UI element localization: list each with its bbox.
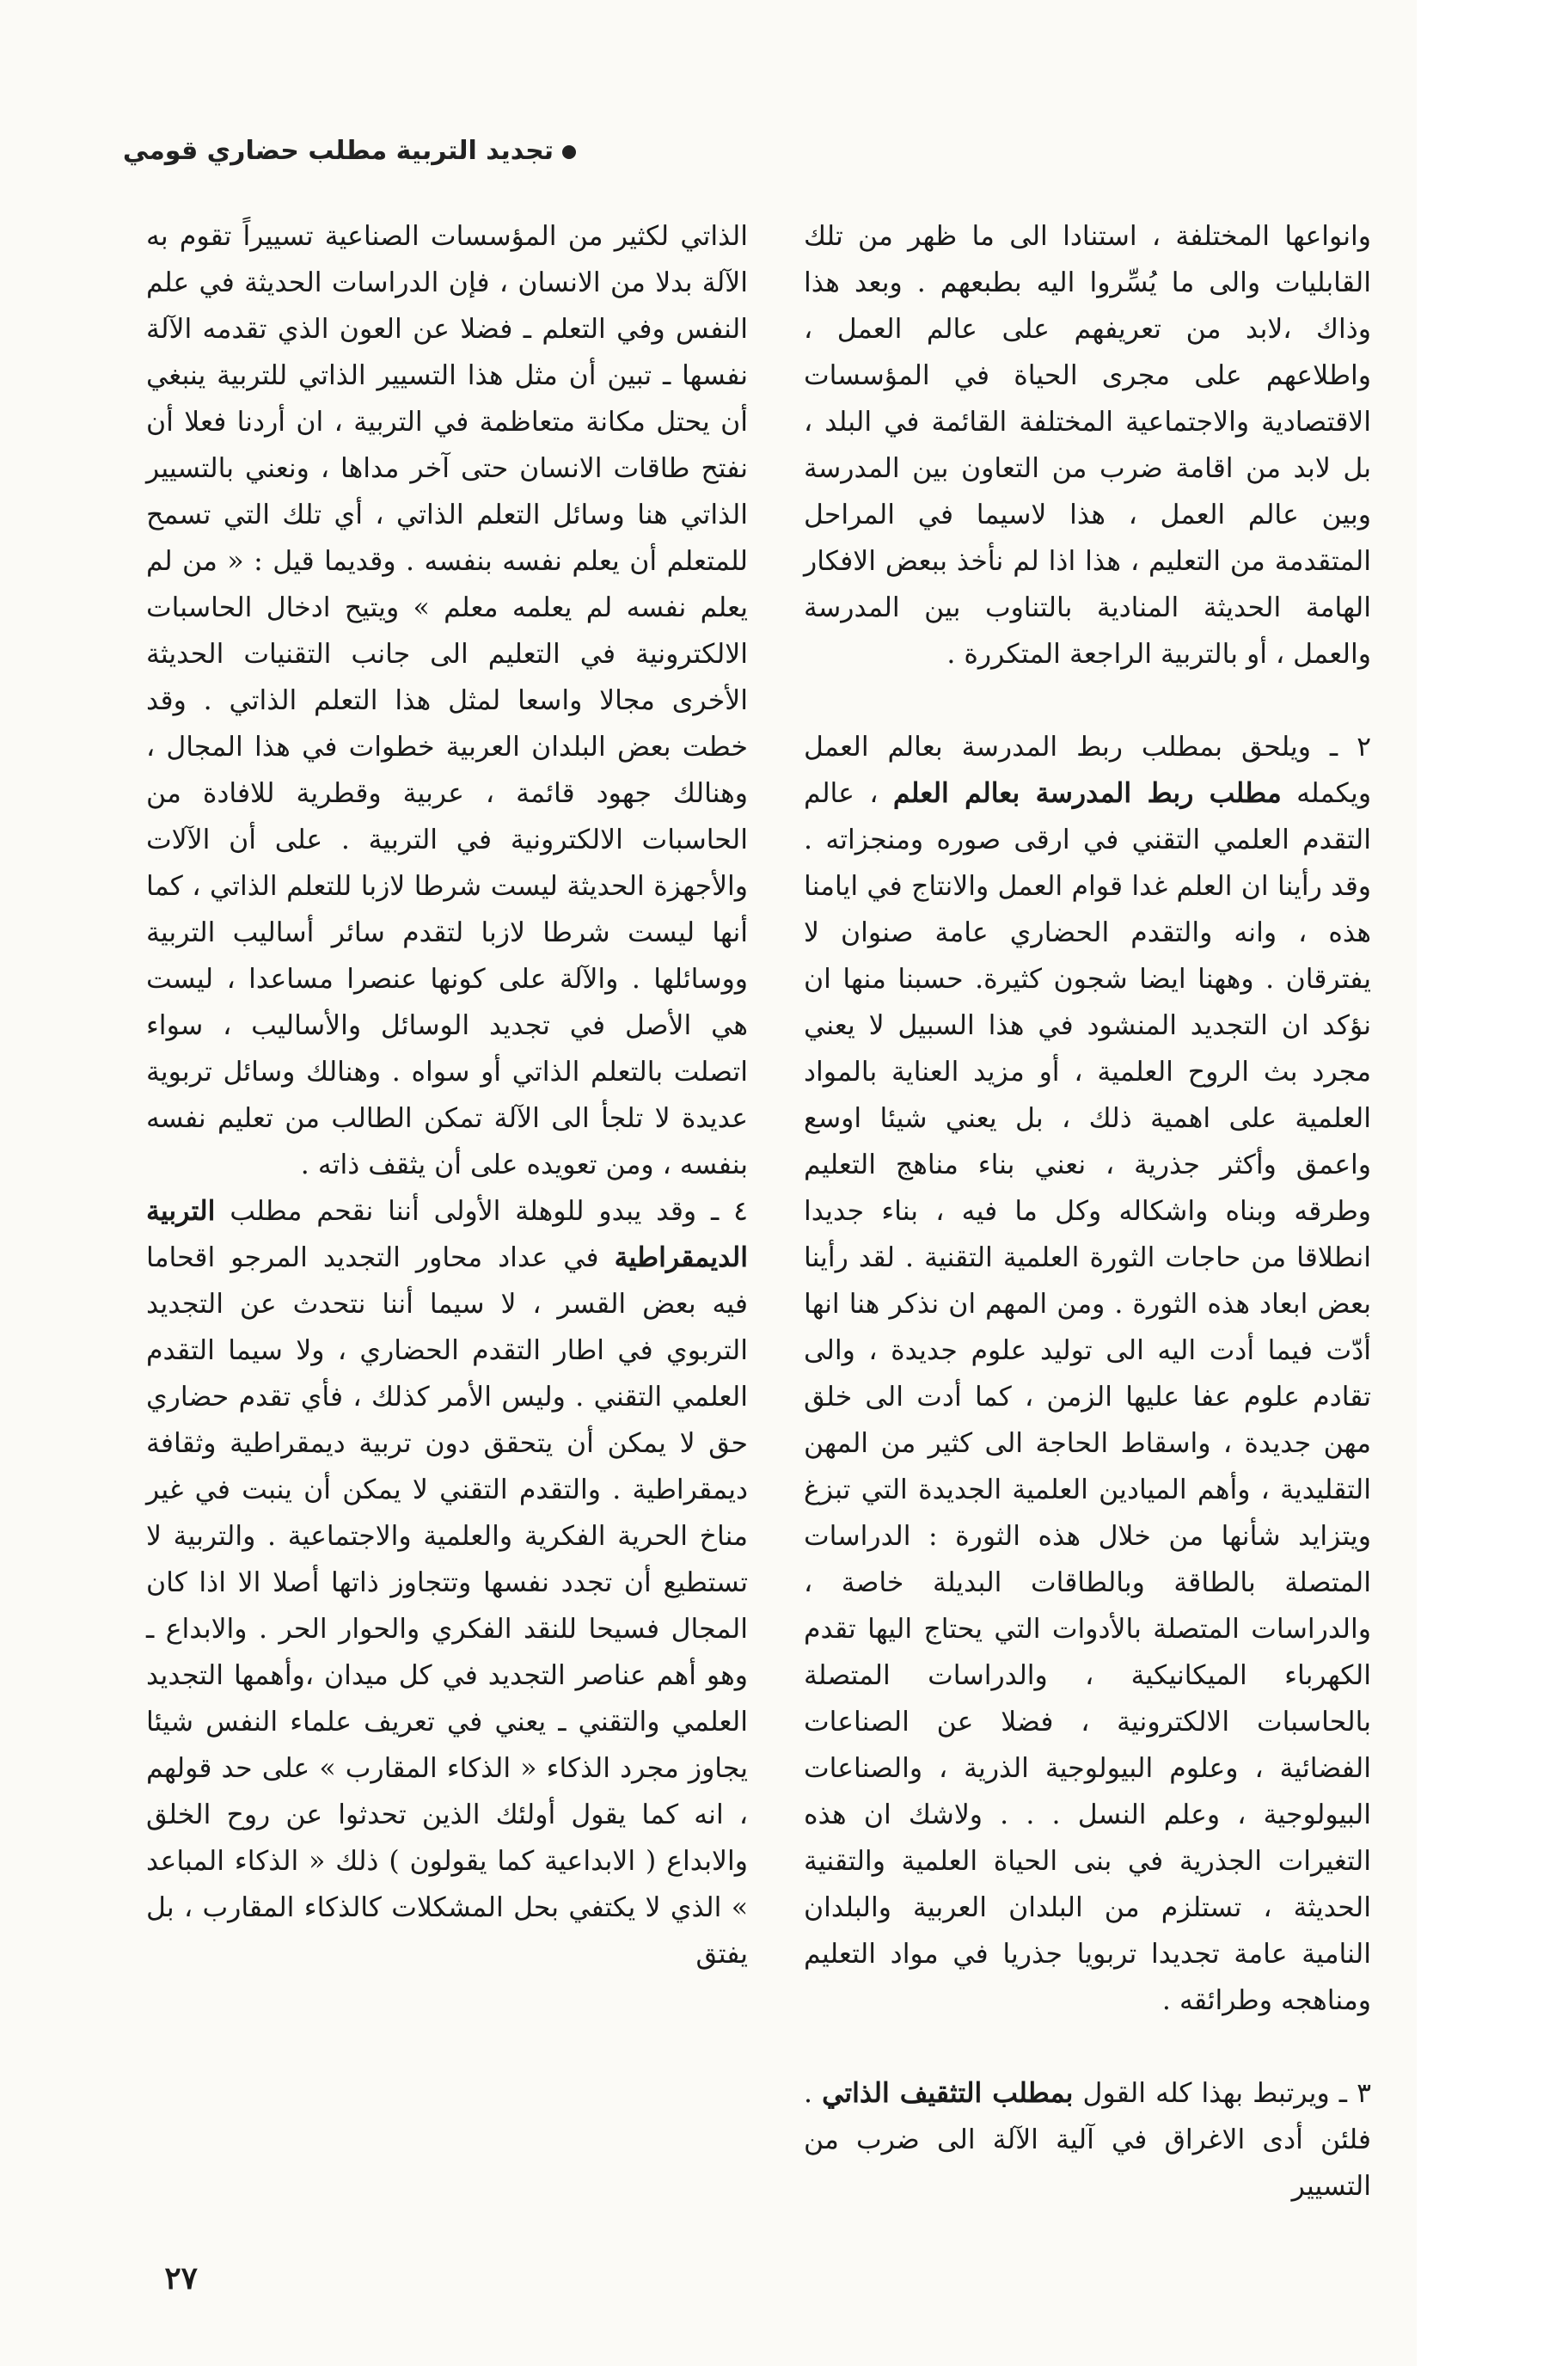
right-column — [804, 213, 1371, 2210]
bold-phrase: التربية الديمقراطية — [146, 1195, 749, 1273]
left-column — [146, 213, 748, 1977]
paragraph — [146, 1188, 748, 1977]
paragraph-start: ٣ ـ ويرتبط بهذا كله القول — [1082, 2078, 1371, 2109]
paragraph-start: ٢ ـ ويلحق بمطلب ربط المدرسة بعالم العمل ويكمله — [804, 732, 1372, 809]
bold-phrase: مطلب ربط المدرسة بعالم العلم — [892, 777, 1282, 809]
paragraph-start: ٤ ـ وقد يبدو للوهلة الأولى أننا نقحم مطلب — [230, 1196, 749, 1227]
paragraph: الذاتي لكثير من المؤسسات الصناعية تسييراً تقوم به الآلة بدلا من الانسان ، فإن الدراسات الحديثة في علم النفس وفي التعلم ـ فضلا عن العون الذي تقدمه الآلة نفسها ـ تبين أن مثل هذا التسيير الذاتي للتربية ينبغي أن يحتل مكانة متعاظمة في التربية ، ان أردنا فعلا أن نفتح طاقات الانسان حتى آخر مداها ، ونعني بالتسيير الذاتي هنا وسائل التعلم الذاتي ، أي تلك التي تسمح للمتعلم أن يعلم نفسه بنفسه . وقديما قيل : « من لم يعلم نفسه لم يعلمه معلم » ويتيح ادخال الحاسبات الالكترونية في التعليم الى جانب التقنيات الحديثة الأخرى مجالا واسعا لمثل هذا التعلم الذاتي . وقد خطت بعض البلدان العربية خطوات في هذا المجال ، وهنالك جهود قائمة ، عربية وقطرية للافادة من الحاسبات الالكترونية في التربية . على أن الآلات والأجهزة الحديثة ليست شرطا لازبا للتعلم الذاتي ، كما أنها ليست شرطا لازبا لتقدم سائر أساليب التربية ووسائلها . والآلة على كونها عنصرا مساعدا ، ليست هي الأصل في تجديد الوسائل والأساليب ، سواء اتصلت بالتعلم الذاتي أو سواه . وهنالك وسائل تربوية عديدة لا تلجأ الى الآلة تمكن الطالب من تعليم نفسه بنفسه ، ومن تعويده على أن يثقف ذاته . — [146, 221, 748, 1180]
paragraph-text: في عداد محاور التجديد المرجو اقحاما فيه بعض القسر ، لا سيما أننا نتحدث عن التجديد التربوي في اطار التقدم الحضاري ، ولا سيما التقدم العلمي التقني . وليس الأمر كذلك ، فأي تقدم حضاري حق لا يمكن أن يتحقق دون تربية ديمقراطية وثقافة ديمقراطية . والتقدم التقني لا يمكن أن ينبت في غير مناخ الحرية الفكرية والعلمية والاجتماعية . والتربية لا تستطيع أن تجدد نفسها وتتجاوز ذاتها أصلا الا اذا كان المجال فسيحا للنقد الفكري والحوار الحر . والابداع ـ وهو أهم عناصر التجديد في كل ميدان ،وأهمها التجديد العلمي والتقني ـ يعني في تعريف علماء النفس شيئا يجاوز مجرد الذكاء « الذكاء المقارب » على حد قولهم ، انه كما يقول أولئك الذين تحدثوا عن روح الخلق والابداع ( الابداعية كما يقولون ) ذلك « الذكاء المباعد » الذي لا يكتفي بحل المشكلات كالذكاء المقارب ، بل يفتق — [146, 1242, 748, 1970]
paragraph-text: ، عالم التقدم العلمي التقني في ارقى صوره ومنجزاته . وقد رأينا ان العلم غدا قوام العمل والانتاج في ايامنا هذه ، وانه والتقدم الحضاري عامة صنوان لا يفترقان . وههنا ايضا شجون كثيرة. حسبنا منها ان نؤكد ان التجديد المنشود في هذا السبيل لا يعني مجرد بث الروح العلمية ، أو مزيد العناية بالمواد العلمية على اهمية ذلك ، بل يعني شيئا اوسع واعمق وأكثر جذرية ، نعني بناء مناهج التعليم وطرقه وبناه واشكاله وكل ما فيه ، بناء جديدا انطلاقا من حاجات الثورة العلمية التقنية . لقد رأينا بعض ابعاد هذه الثورة . ومن المهم ان نذكر هنا انها أدّت فيما أدت اليه الى توليد علوم جديدة ، والى تقادم علوم عفا عليها الزمن ، كما أدت الى خلق مهن جديدة ، واسقاط الحاجة الى كثير من المهن التقليدية ، وأهم الميادين العلمية الجديدة التي تبزغ ويتزايد شأنها من خلال هذه الثورة : الدراسات المتصلة بالطاقة وبالطاقات البديلة خاصة ، والدراسات المتصلة بالأدوات التي يحتاج اليها تقدم الكهرباء الميكانيكية ، والدراسات المتصلة بالحاسبات الالكترونية ، فضلا عن الصناعات الفضائية ، وعلوم البيولوجية الذرية ، والصناعات البيولوجية ، وعلم النسل . . . ولاشك ان هذه التغيرات الجذرية في بنى الحياة العلمية والتقنية الحديثة ، تستلزم من البلدان العربية والبلدان النامية عامة تجديدا تربويا جذريا في مواد التعليم ومناهجه وطرائقه . — [804, 778, 1371, 2016]
page-number: ٢٧ — [164, 2260, 198, 2296]
scan-margin — [1417, 0, 1568, 2366]
header-title: تجديد التربية مطلب حضاري قومي — [122, 136, 554, 166]
bold-phrase: بمطلب التثقيف الذاتي — [822, 2077, 1074, 2109]
paragraph — [804, 2070, 1371, 2210]
running-header — [122, 129, 576, 174]
bullet-icon — [562, 145, 576, 159]
paragraph — [804, 724, 1371, 2024]
paragraph-text: . فلئن أدى الاغراق في آلية الآلة الى ضرب من التسيير — [804, 2078, 1371, 2202]
paragraph: وانواعها المختلفة ، استنادا الى ما ظهر من تلك القابليات والى ما يُسِّروا اليه بطبعهم . وبعد هذا وذاك ،لابد من تعريفهم على عالم العمل ، واطلاعهم على مجرى الحياة في المؤسسات الاقتصادية والاجتماعية المختلفة القائمة في البلد ، بل لابد من اقامة ضرب من التعاون بين المدرسة وبين عالم العمل ، هذا لاسيما في المراحل المتقدمة من التعليم ، هذا اذا لم نأخذ ببعض الافكار الهامة الحديثة المنادية بالتناوب بين المدرسة والعمل ، أو بالتربية الراجعة المتكررة . — [804, 221, 1371, 670]
